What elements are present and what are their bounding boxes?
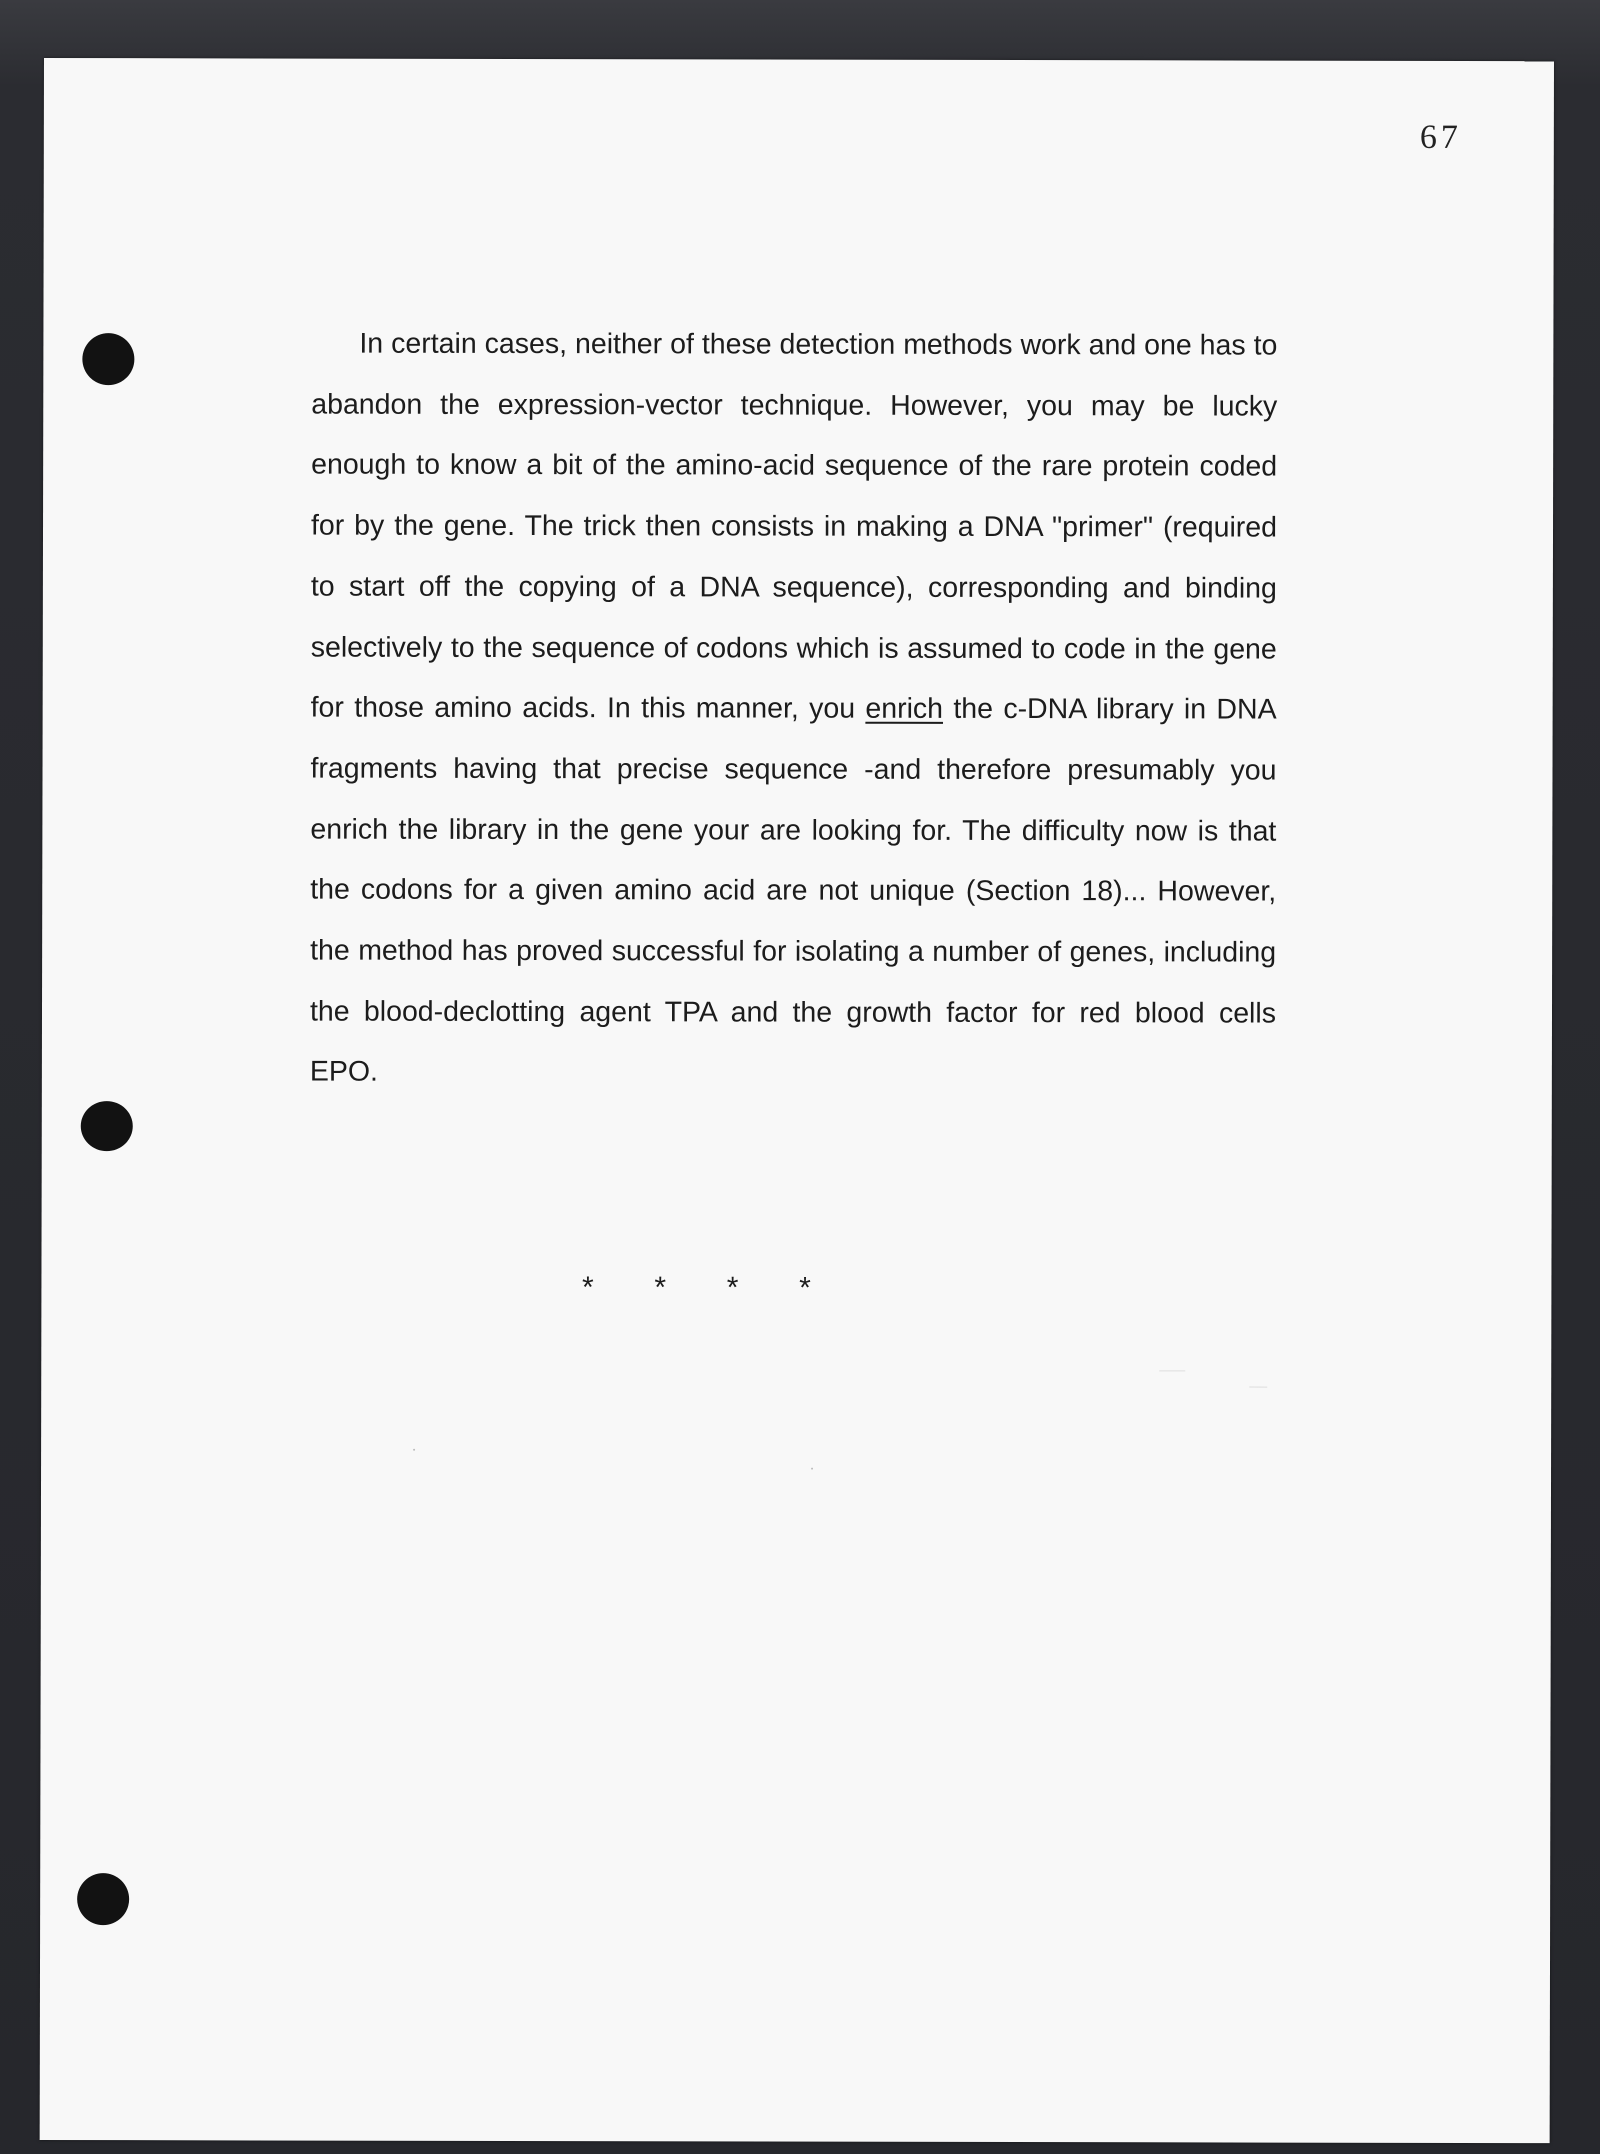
punch-hole-top xyxy=(82,333,134,385)
section-separator xyxy=(0,1270,1451,1307)
paper-speck xyxy=(1249,1387,1267,1388)
underlined-word: enrich xyxy=(865,692,944,726)
paragraph-text-end: the c-DNA library in DNA fragments having that precise sequence -and therefore presumably you enrich the library in the gene your are looking for. The difficulty now is that the codons for a given amino acid are not unique (Section 18)... However, the method has proved successful for isolating a number of genes, including the blood-declotting agent TPA and the growth factor for red blood cells EPO. xyxy=(309,693,1277,1089)
separator-asterisk: * xyxy=(799,1271,811,1305)
separator-asterisk: * xyxy=(654,1271,667,1305)
page-number: 67 xyxy=(1419,118,1462,156)
separator-asterisk: * xyxy=(582,1271,594,1305)
paper-sheet xyxy=(40,58,1554,2143)
punch-hole-bottom xyxy=(77,1873,129,1925)
paper-speck xyxy=(413,1449,415,1451)
paragraph-text-start: In certain cases, neither of these detection methods work and one has to abandon the expression-vector technique. However, you may be lucky enough to know a bit of the amino-acid sequence of the rare protein coded for by the gene. The trick then consists in making a DNA "primer" (required to start off the copying of a DNA sequence), corresponding and binding selectively to the sequence of codons which is assumed to code in the gene for those amino acids. In this manner, you xyxy=(310,327,1278,725)
body-paragraph xyxy=(310,314,1278,1105)
paper-speck xyxy=(1159,1370,1185,1371)
paper-speck xyxy=(811,1468,813,1470)
punch-hole-middle xyxy=(81,1101,133,1151)
separator-asterisk: * xyxy=(726,1271,739,1305)
